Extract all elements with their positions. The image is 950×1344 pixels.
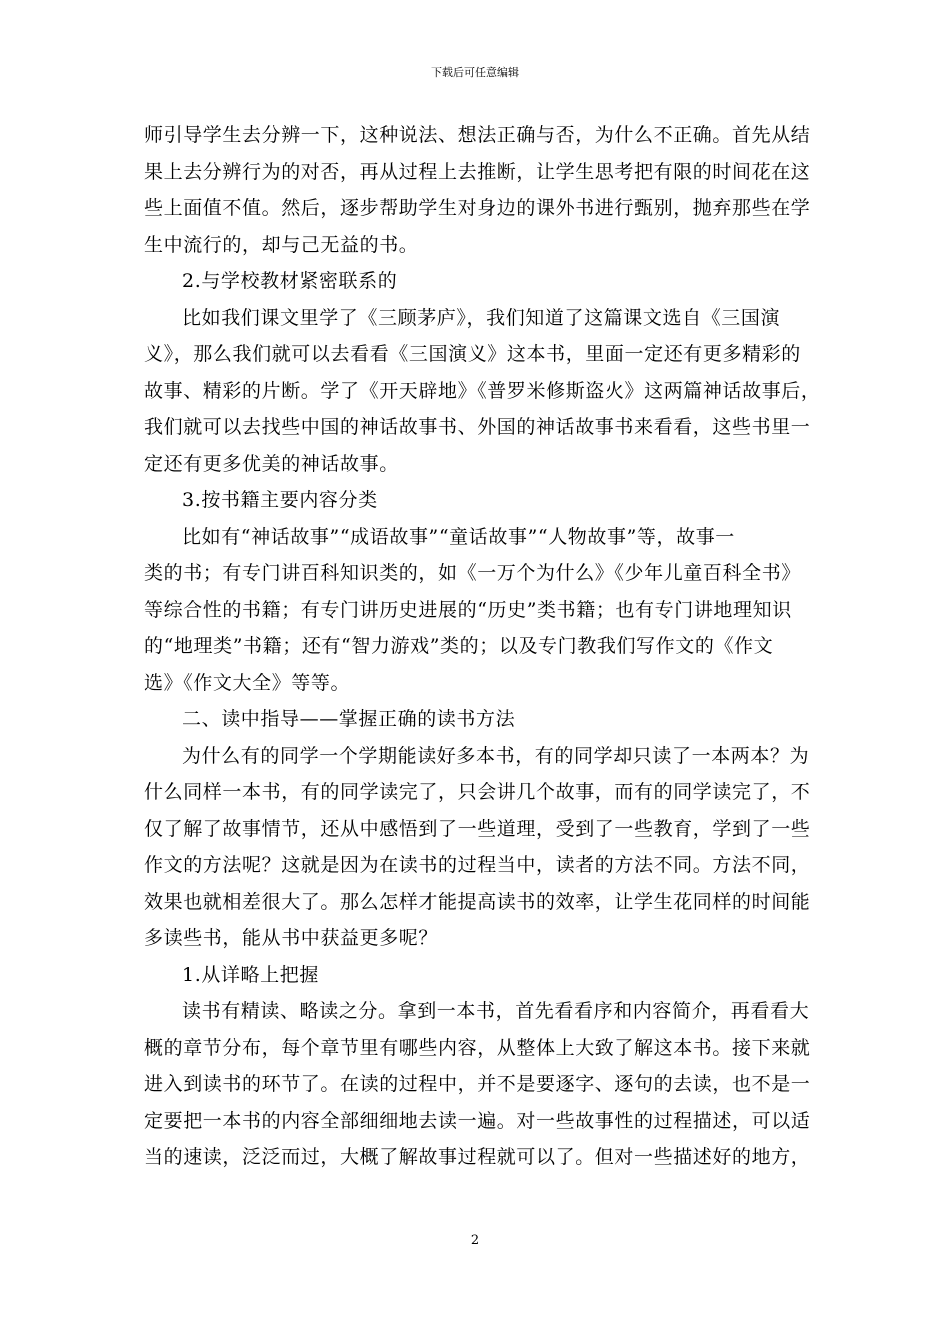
paragraph [144,993,816,1176]
text-line: 我们就可以去找些中国的神话故事书、外国的神话故事书来看看，这些书里一 [144,416,811,438]
text-line: 当的速读，泛泛而过，大概了解故事过程就可以了。但对一些描述好的地方， [144,1146,811,1168]
text-line: 进入到读书的环节了。在读的过程中，并不是要逐字、逐句的去读，也不是一 [144,1073,811,1095]
text-line: 概的章节分布，每个章节里有哪些内容，从整体上大致了解这本书。接下来就 [144,1036,811,1059]
paragraph [144,519,816,702]
text-line: 生中流行的，却与己无益的书。 [144,233,419,256]
text-line: 些上面值不值。然后，逐步帮助学生对身边的课外书进行甄别，抛弃那些在学 [144,197,811,219]
text-line: 的“地理类”书籍；还有“智力游戏”类的；以及专门教我们写作文的《作文 [144,635,774,657]
text-line: 3.按书籍主要内容分类 [182,489,378,511]
text-line: 比如我们课文里学了《三顾茅庐》，我们知道了这篇课文选自《三国演 [182,306,781,329]
text-line: 1.从详略上把握 [182,963,319,986]
section-heading [144,957,816,994]
text-line: 二、读中指导——掌握正确的读书方法 [182,708,516,730]
paragraph [144,738,816,957]
body-text [144,117,821,1176]
text-line: 类的书；有专门讲百科知识类的，如《一万个为什么》《少年儿童百科全书》 [144,562,801,584]
text-line: 2.与学校教材紧密联系的 [182,270,398,292]
text-line: 作文的方法呢？这就是因为在读书的过程当中，读者的方法不同。方法不同， [144,854,811,876]
section-heading [144,482,816,519]
page-number: 2 [470,1233,480,1248]
text-line: 为什么有的同学一个学期能读好多本书，有的同学却只读了一本两本？为 [182,744,810,767]
text-line: 效果也就相差很大了。那么怎样才能提高读书的效率，让学生花同样的时间能 [144,890,811,913]
section-heading [144,263,816,300]
text-line: 什么同样一本书，有的同学读完了，只会讲几个故事，而有的同学读完了，不 [144,781,811,803]
text-line: 比如有“神话故事”“成语故事”“童话故事”“人物故事”等，故事一 [182,525,735,548]
text-line: 定要把一本书的内容全部细细地去读一遍。对一些故事性的过程描述，可以适 [144,1109,811,1132]
text-line: 多读些书，能从书中获益更多呢？ [144,927,439,949]
text-line: 果上去分辨行为的对否，再从过程上去推断，让学生思考把有限的时间花在这 [144,160,811,183]
text-line: 故事、精彩的片断。学了《开天辟地》《普罗米修斯盗火》这两篇神话故事后， [144,379,821,402]
text-line: 等综合性的书籍；有专门讲历史进展的“历史”类书籍；也有专门讲地理知识 [144,598,792,621]
text-line: 读书有精读、略读之分。拿到一本书，首先看看序和内容简介，再看看大 [182,1000,810,1022]
text-line: 师引导学生去分辨一下，这种说法、想法正确与否，为什么不正确。首先从结 [144,124,811,146]
text-line: 定还有更多优美的神话故事。 [144,452,399,475]
page-header: 下载后可任意编辑 [431,66,519,79]
paragraph [144,300,821,483]
text-line: 仅了解了故事情节，还从中感悟到了一些道理，受到了一些教育，学到了一些 [144,817,811,840]
section-heading [144,701,816,738]
paragraph [144,117,816,263]
text-line: 选》《作文大全》等等。 [144,671,351,694]
text-line: 义》，那么我们就可以去看看《三国演义》这本书，里面一定还有更多精彩的 [144,343,801,365]
